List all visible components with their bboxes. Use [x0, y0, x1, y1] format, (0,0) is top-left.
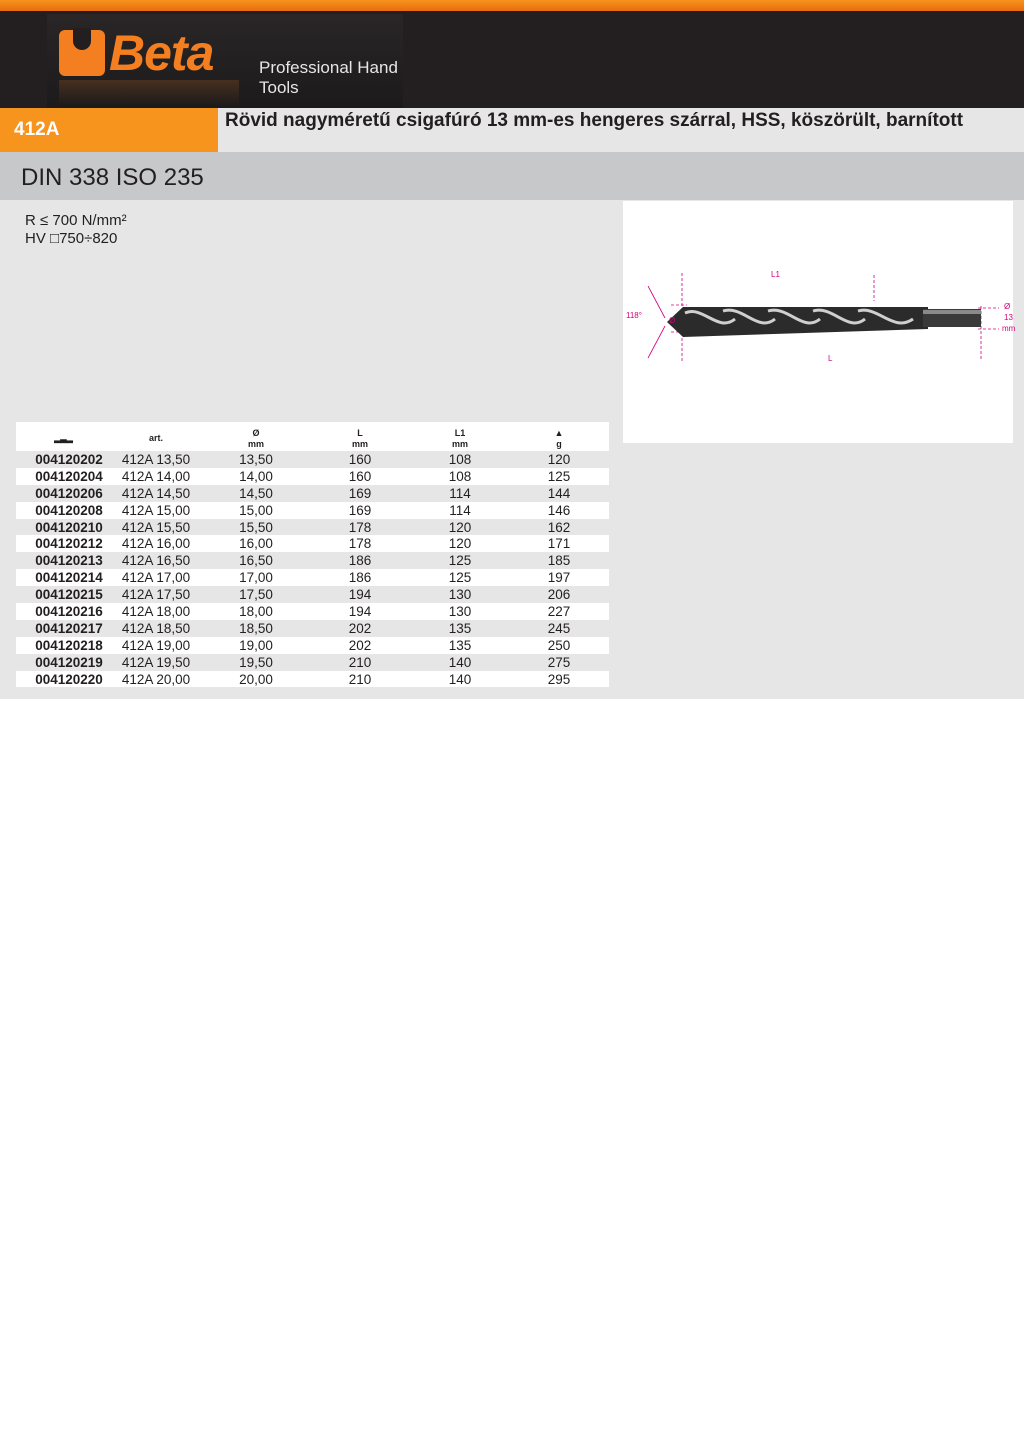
cell-item-code: 004120212: [35, 536, 103, 552]
cell-article: 412A 18,00: [121, 604, 191, 620]
cell-length: 210: [348, 671, 372, 687]
brand-tagline: Professional Hand Tools: [259, 58, 398, 97]
barcode-icon: ▂▃▂: [54, 434, 73, 443]
brand-logo: [47, 14, 403, 108]
cell-length: 202: [348, 637, 372, 653]
cell-flute-length: 108: [448, 468, 472, 484]
cell-diameter: 15,50: [239, 519, 273, 535]
cell-item-code: 004120217: [35, 620, 103, 636]
cell-flute-length: 120: [448, 519, 472, 535]
header-length: L mm: [351, 428, 368, 449]
cell-length: 202: [348, 620, 372, 636]
cell-weight: 250: [547, 637, 571, 653]
cell-flute-length: 135: [448, 637, 472, 653]
cell-article: 412A 17,50: [121, 587, 191, 603]
cell-weight: 197: [547, 570, 571, 586]
table-row: [16, 552, 609, 569]
cell-article: 412A 16,50: [121, 553, 191, 569]
brand-name: Beta: [109, 25, 214, 81]
cell-item-code: 004120204: [35, 468, 103, 484]
logo-reflection: [59, 80, 239, 106]
cell-diameter: 15,00: [239, 502, 273, 518]
cell-diameter: 16,00: [239, 536, 273, 552]
cell-length: 160: [348, 452, 372, 467]
title-box: [218, 108, 1024, 152]
spec-block: [25, 212, 127, 248]
table-header: [16, 422, 609, 451]
header-barcode: [16, 422, 111, 451]
cell-weight: 171: [547, 536, 571, 552]
header-weight: ▲ g: [509, 422, 609, 451]
table-row: [16, 502, 609, 519]
table-row: [16, 654, 609, 671]
cell-length: 178: [348, 536, 372, 552]
dim-l-label: L: [828, 354, 833, 363]
dim-shank-dia: Ø: [1004, 302, 1011, 311]
cell-weight: 162: [547, 519, 571, 535]
cell-diameter: 14,00: [239, 468, 273, 484]
cell-length: 210: [348, 654, 372, 670]
dim-l1-label: L1: [771, 270, 780, 279]
cell-weight: 275: [547, 654, 571, 670]
cell-article: 412A 13,50: [121, 452, 191, 467]
table-row: [16, 569, 609, 586]
drill-bit-drawing: [623, 201, 1016, 443]
cell-article: 412A 14,50: [121, 485, 191, 501]
cell-article: 412A 17,00: [121, 570, 191, 586]
table-row: [16, 637, 609, 654]
cell-diameter: 17,50: [239, 587, 273, 603]
header-art: art.: [148, 433, 163, 443]
cell-item-code: 004120220: [35, 671, 103, 687]
cell-length: 194: [348, 604, 372, 620]
cell-weight: 227: [547, 604, 571, 620]
cell-flute-length: 125: [448, 570, 472, 586]
cell-item-code: 004120213: [35, 553, 103, 569]
wrench-logo-icon: [59, 30, 105, 76]
cell-flute-length: 130: [448, 587, 472, 603]
cell-diameter: 14,50: [239, 485, 273, 501]
cell-flute-length: 114: [449, 502, 471, 518]
product-title: Rövid nagyméretű csigafúró 13 mm-es hengeres szárral, HSS, köszörült, barnított: [225, 110, 964, 131]
table-row: [16, 586, 609, 603]
table-row: [16, 485, 609, 502]
cell-article: 412A 18,50: [121, 620, 191, 636]
table-row: [16, 620, 609, 637]
header-flute-length: L1 mm: [451, 428, 468, 449]
cell-diameter: 20,00: [239, 671, 273, 687]
product-code: 412A: [0, 108, 218, 152]
table-row: [16, 451, 609, 468]
cell-item-code: 004120216: [35, 604, 103, 620]
cell-flute-length: 120: [448, 536, 472, 552]
cell-article: 412A 19,50: [121, 654, 191, 670]
cell-weight: 146: [547, 502, 571, 518]
cell-weight: 120: [547, 452, 571, 467]
dim-shank-value: 13: [1004, 313, 1013, 322]
cell-length: 160: [348, 468, 372, 484]
spec-strength: R ≤ 700 N/mm²: [25, 212, 127, 229]
cell-flute-length: 125: [448, 553, 472, 569]
cell-flute-length: 130: [448, 604, 472, 620]
cell-flute-length: 140: [448, 671, 472, 687]
cell-article: 412A 15,50: [121, 519, 191, 535]
dim-shank-unit: mm: [1002, 324, 1016, 333]
cell-item-code: 004120206: [35, 485, 103, 501]
cell-item-code: 004120210: [35, 519, 103, 535]
cell-length: 178: [348, 519, 372, 535]
table-row: [16, 671, 609, 688]
table-body: [16, 451, 609, 687]
cell-flute-length: 135: [448, 620, 472, 636]
cell-article: 412A 16,00: [121, 536, 191, 552]
cell-diameter: 18,00: [239, 604, 273, 620]
cell-flute-length: 140: [448, 654, 472, 670]
standard-bar: [0, 152, 1024, 200]
table-row: [16, 519, 609, 536]
weight-icon: ▲: [554, 428, 564, 438]
cell-item-code: 004120219: [35, 654, 103, 670]
table-row: [16, 468, 609, 485]
dim-angle-label: 118°: [626, 311, 642, 320]
cell-weight: 185: [547, 553, 571, 569]
cell-diameter: 19,00: [239, 637, 273, 653]
header-accent-line: [0, 0, 1024, 11]
cell-article: 412A 15,00: [121, 502, 191, 518]
table-row: [16, 535, 609, 552]
header-diameter: Ø mm: [247, 428, 264, 449]
cell-length: 186: [348, 553, 372, 569]
cell-diameter: 17,00: [239, 570, 273, 586]
cell-flute-length: 108: [448, 452, 472, 467]
cell-weight: 295: [547, 671, 571, 687]
cell-article: 412A 20,00: [121, 671, 191, 687]
cell-diameter: 16,50: [239, 553, 273, 569]
cell-flute-length: 114: [449, 485, 471, 501]
cell-length: 186: [348, 570, 372, 586]
dim-dia-label: Ø: [669, 316, 676, 325]
cell-diameter: 18,50: [239, 620, 273, 636]
cell-length: 169: [348, 502, 372, 518]
product-drawing: [623, 201, 1016, 443]
cell-length: 194: [348, 587, 372, 603]
cell-item-code: 004120202: [35, 452, 103, 467]
cell-length: 169: [348, 485, 372, 501]
cell-item-code: 004120214: [35, 570, 103, 586]
cell-article: 412A 14,00: [121, 468, 191, 484]
cell-weight: 206: [547, 587, 571, 603]
standard-text: DIN 338 ISO 235: [21, 164, 204, 191]
table-row: [16, 603, 609, 620]
cell-item-code: 004120208: [35, 502, 103, 518]
cell-weight: 245: [547, 620, 571, 636]
cell-diameter: 13,50: [239, 452, 273, 467]
cell-item-code: 004120218: [35, 637, 103, 653]
cell-weight: 144: [547, 485, 571, 501]
product-table: [16, 422, 609, 687]
cell-item-code: 004120215: [35, 587, 103, 603]
cell-weight: 125: [547, 468, 571, 484]
cell-diameter: 19,50: [239, 654, 273, 670]
spec-hardness: HV □750÷820: [25, 230, 118, 247]
cell-article: 412A 19,00: [121, 637, 191, 653]
